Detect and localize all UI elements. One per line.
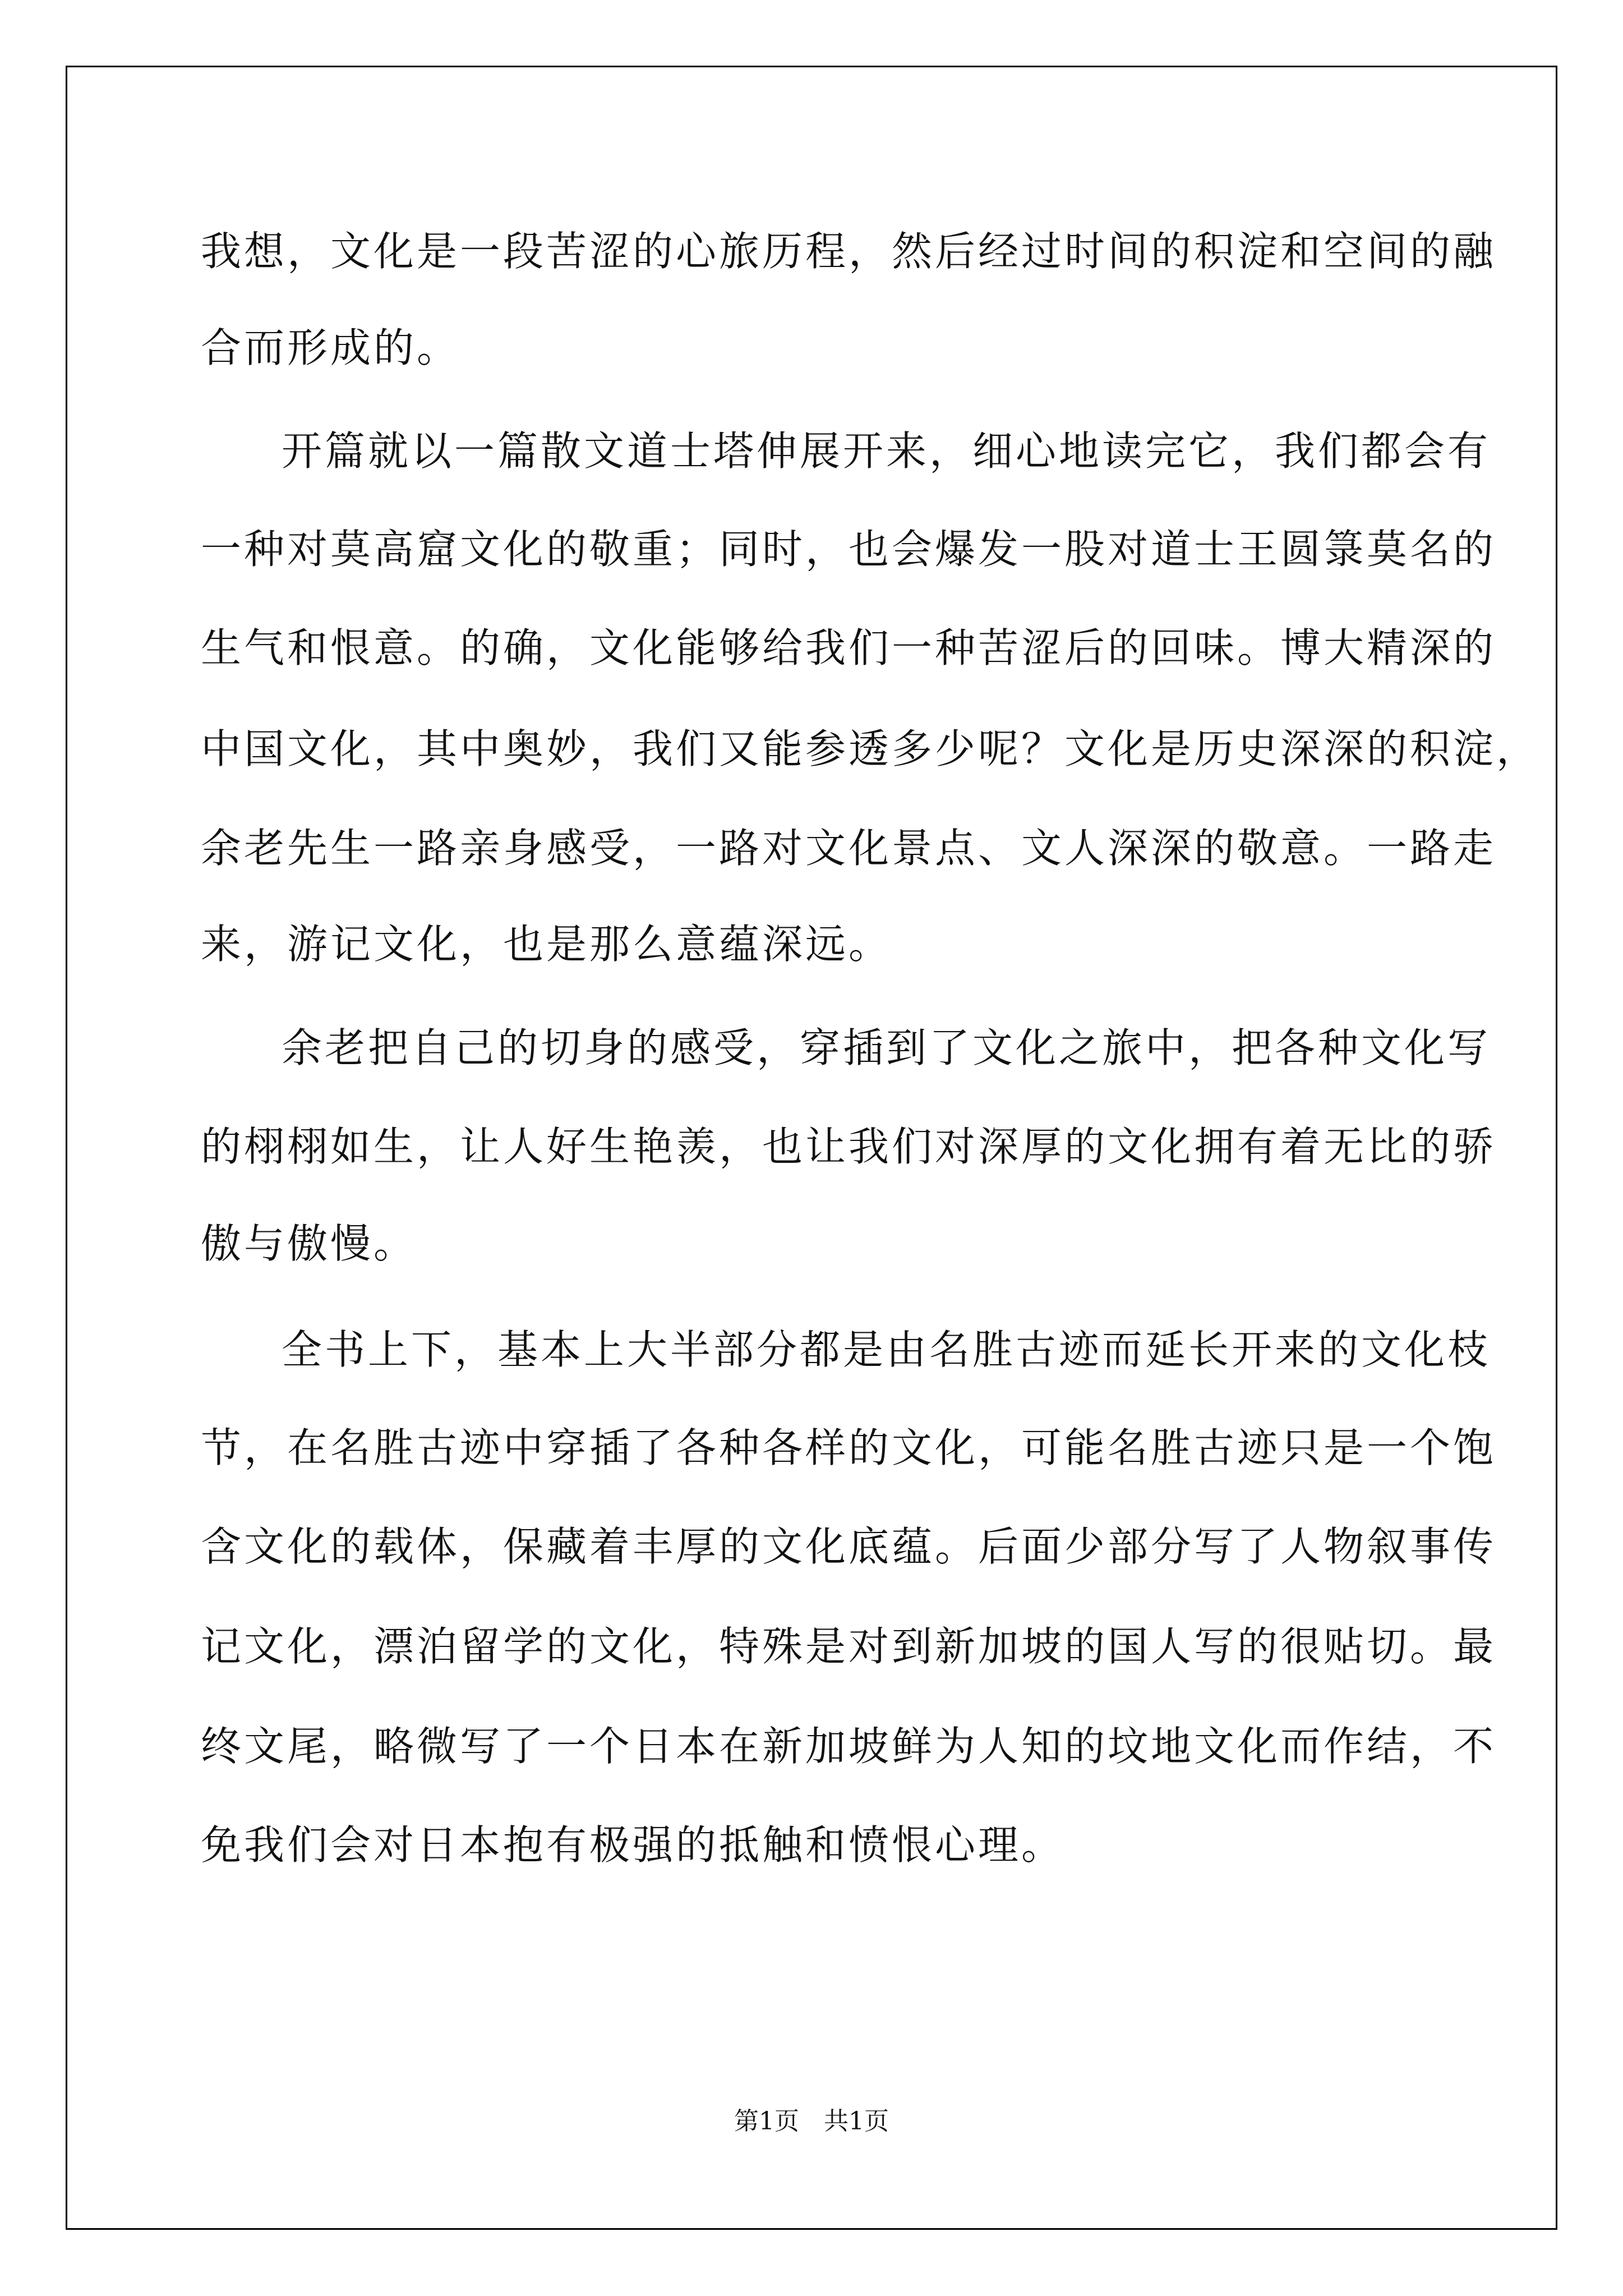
paragraph-2-line-2: 一种对莫高窟文化的敬重；同时，也会爆发一股对道士王圆箓莫名的 [201, 526, 1497, 573]
paragraph-2-line-3: 生气和恨意。的确，文化能够给我们一种苦涩后的回味。博大精深的 [201, 624, 1497, 671]
paragraph-3-line-2: 的栩栩如生，让人好生艳羡，也让我们对深厚的文化拥有着无比的骄 [201, 1123, 1497, 1170]
paragraph-4-line-4: 记文化，漂泊留学的文化，特殊是对到新加坡的国人写的很贴切。最 [201, 1623, 1497, 1670]
paragraph-2-line-5: 余老先生一路亲身感受，一路对文化景点、文人深深的敬意。一路走 [201, 825, 1497, 872]
paragraph-4-line-1: 全书上下，基本上大半部分都是由名胜古迹而延长开来的文化枝 [282, 1326, 1491, 1373]
paragraph-4-line-2: 节，在名胜古迹中穿插了各种各样的文化，可能名胜古迹只是一个饱 [201, 1424, 1497, 1471]
paragraph-4-line-5: 终文尾，略微写了一个日本在新加坡鲜为人知的坟地文化而作结，不 [201, 1723, 1497, 1770]
paragraph-3-line-3: 傲与傲慢。 [201, 1220, 417, 1267]
paragraph-1-line-1: 我想，文化是一段苦涩的心旅历程，然后经过时间的积淀和空间的融 [201, 228, 1497, 275]
paragraph-3-line-1: 余老把自己的切身的感受，穿插到了文化之旅中，把各种文化写 [282, 1024, 1491, 1071]
paragraph-1-line-2: 合而形成的。 [201, 324, 460, 371]
paragraph-2-line-4: 中国文化，其中奥妙，我们又能参透多少呢？文化是历史深深的积淀， [201, 725, 1540, 772]
paragraph-2-line-6: 来，游记文化，也是那么意蕴深远。 [201, 921, 892, 968]
paragraph-4-line-3: 含文化的载体，保藏着丰厚的文化底蕴。后面少部分写了人物叙事传 [201, 1523, 1497, 1570]
paragraph-2-line-1: 开篇就以一篇散文道士塔伸展开来，细心地读完它，我们都会有 [282, 427, 1491, 475]
paragraph-4-line-6: 免我们会对日本抱有极强的抵触和愤恨心理。 [201, 1821, 1065, 1869]
page-number: 第1页 共1页 [734, 2107, 889, 2136]
page-footer [0, 2101, 1623, 2137]
